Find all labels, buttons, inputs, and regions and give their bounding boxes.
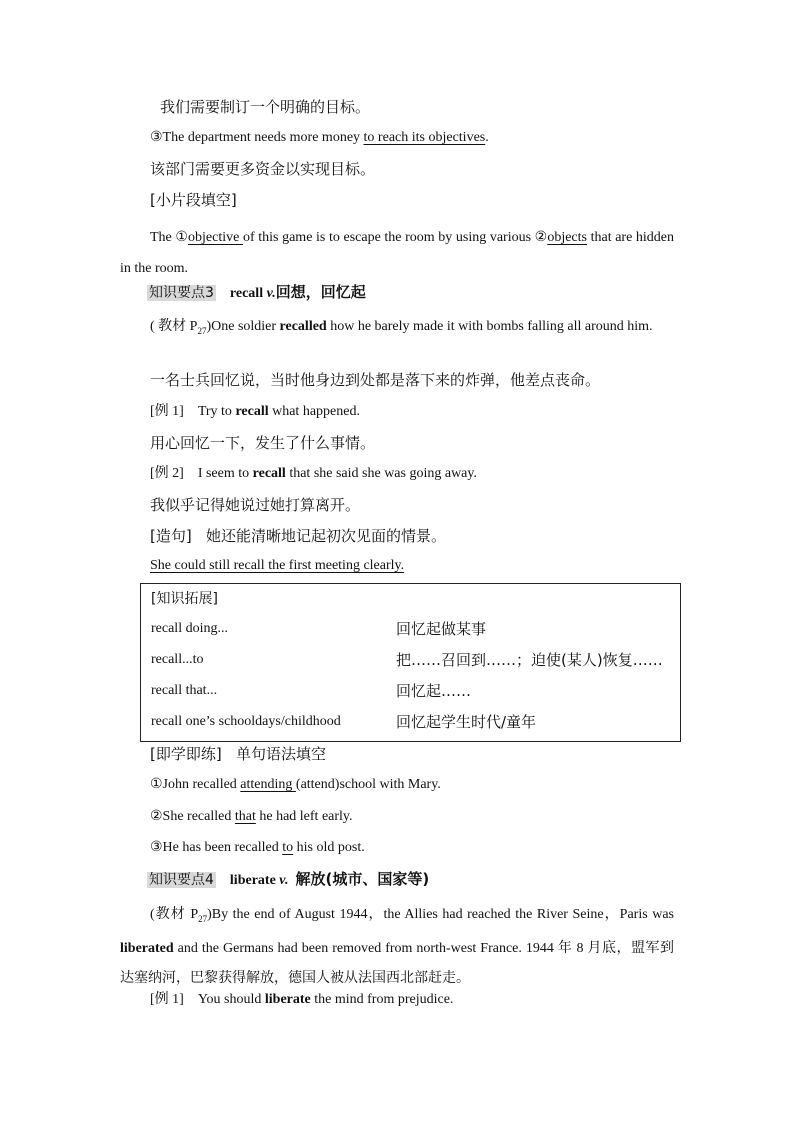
practice-item (150, 775, 441, 795)
sentence-text: [例 1] You should (150, 992, 265, 1007)
box-title: [知识拓展] (151, 591, 218, 607)
practice-item (150, 807, 353, 827)
headword: liberate (229, 873, 276, 888)
bold-keyword: liberated (120, 940, 174, 956)
sentence-making-answer (150, 556, 404, 576)
sentence-text: (attend)school with Mary. (295, 777, 441, 792)
translation-line: 一名士兵回忆说，当时他身边到处都是落下来的炸弹，他差点丧命。 (150, 371, 601, 389)
translation-line: 该部门需要更多资金以实现目标。 (150, 160, 376, 178)
sentence-making-prompt: [造句] 她还能清晰地记起初次见面的情景。 (150, 527, 447, 545)
knowledge-point-tag: 知识要点4 (149, 872, 214, 888)
phrase-en: recall...to (151, 652, 204, 667)
knowledge-extension-box (140, 583, 681, 742)
sentence-text: and the Germans had been removed from north-west France. 1944 年 8 月底，盟军到达塞纳河，巴黎获得解放，德国人被从法国西北部赶走。 (120, 940, 674, 986)
example-sentence (150, 990, 453, 1010)
knowledge-point-tag: 知识要点3 (149, 285, 214, 301)
fill-blank-paragraph (120, 222, 674, 284)
phrase-en: recall one’s schooldays/childhood (151, 714, 341, 729)
phrase-cn: 回忆起…… (396, 682, 472, 700)
bold-keyword: recall (252, 466, 286, 481)
phrase-en: recall that... (151, 683, 218, 698)
example-sentence (150, 128, 489, 148)
phrase-cn: 回忆起做某事 (396, 620, 487, 638)
knowledge-point-heading (147, 869, 429, 891)
sentence-text: his old post. (293, 840, 365, 855)
answer-blank: objects (547, 230, 587, 245)
translation-line: 用心回忆一下，发生了什么事情。 (150, 434, 376, 452)
page-subscript: 27 (198, 913, 208, 924)
bold-keyword: recall (235, 404, 269, 419)
part-of-speech: v. (279, 873, 289, 888)
sentence-text: ①John recalled (150, 777, 241, 792)
answer-blank: attending (240, 777, 296, 792)
sentence-text: ②She recalled (150, 809, 235, 824)
sentence-text: ( 教材 P (150, 319, 198, 334)
section-label: [小片段填空] (150, 191, 237, 209)
headword: recall (229, 286, 264, 301)
sentence-text: that are hidden in the room. (120, 230, 675, 276)
headword-meaning: 回想，回忆起 (275, 283, 366, 301)
sentence-text: he had left early. (255, 809, 353, 824)
phrase-cn: 回忆起学生时代/童年 (396, 713, 537, 731)
sentence-text: ③He has been recalled (150, 840, 283, 855)
sentence-text: [例 1] Try to (150, 404, 236, 419)
sentence-text: the mind from prejudice. (310, 992, 454, 1007)
bold-keyword: recalled (279, 319, 327, 334)
sentence-text: [例 2] I seem to (150, 466, 253, 481)
sentence-text: (教材 P (150, 907, 199, 922)
headword-meaning: 解放(城市、国家等) (295, 870, 430, 888)
sentence-text: that she said she was going away. (285, 466, 477, 481)
phrase-en: recall doing... (151, 621, 228, 636)
answer-blank: objective (188, 230, 243, 245)
sentence-text: )One soldier (206, 319, 280, 334)
textbook-quote (120, 900, 674, 994)
phrase-cn: 把……召回到……；迫使(某人)恢复…… (396, 651, 663, 669)
sentence-text: . (485, 130, 489, 145)
example-sentence (150, 402, 360, 422)
answer-blank: that (234, 809, 256, 824)
translation-line: 我似乎记得她说过她打算离开。 (150, 496, 361, 514)
answer-blank: to (282, 840, 294, 855)
example-sentence (150, 464, 477, 484)
sentence-text: what happened. (268, 404, 360, 419)
part-of-speech: v. (266, 286, 276, 301)
bold-keyword: liberate (264, 992, 311, 1007)
translation-line: 我们需要制订一个明确的目标。 (160, 98, 371, 116)
sentence-text: ③The department needs more money (150, 130, 364, 145)
practice-item (150, 838, 365, 858)
sentence-text: )By the end of August 1944，the Allies had reached the River Seine，Paris was (207, 907, 674, 922)
page-subscript: 27 (197, 325, 207, 336)
sentence-text: how he barely made it with bombs falling all around him. (326, 319, 653, 334)
textbook-quote (120, 312, 674, 346)
answer-blank: She could still recall the first meeting clearly. (150, 558, 405, 573)
practice-heading: [即学即练] 单句语法填空 (150, 745, 327, 763)
sentence-text: The ① (150, 230, 189, 245)
knowledge-point-heading (147, 282, 366, 304)
answer-blank: to reach its objectives (363, 130, 486, 145)
sentence-text: of this game is to escape the room by using various ② (242, 230, 548, 245)
